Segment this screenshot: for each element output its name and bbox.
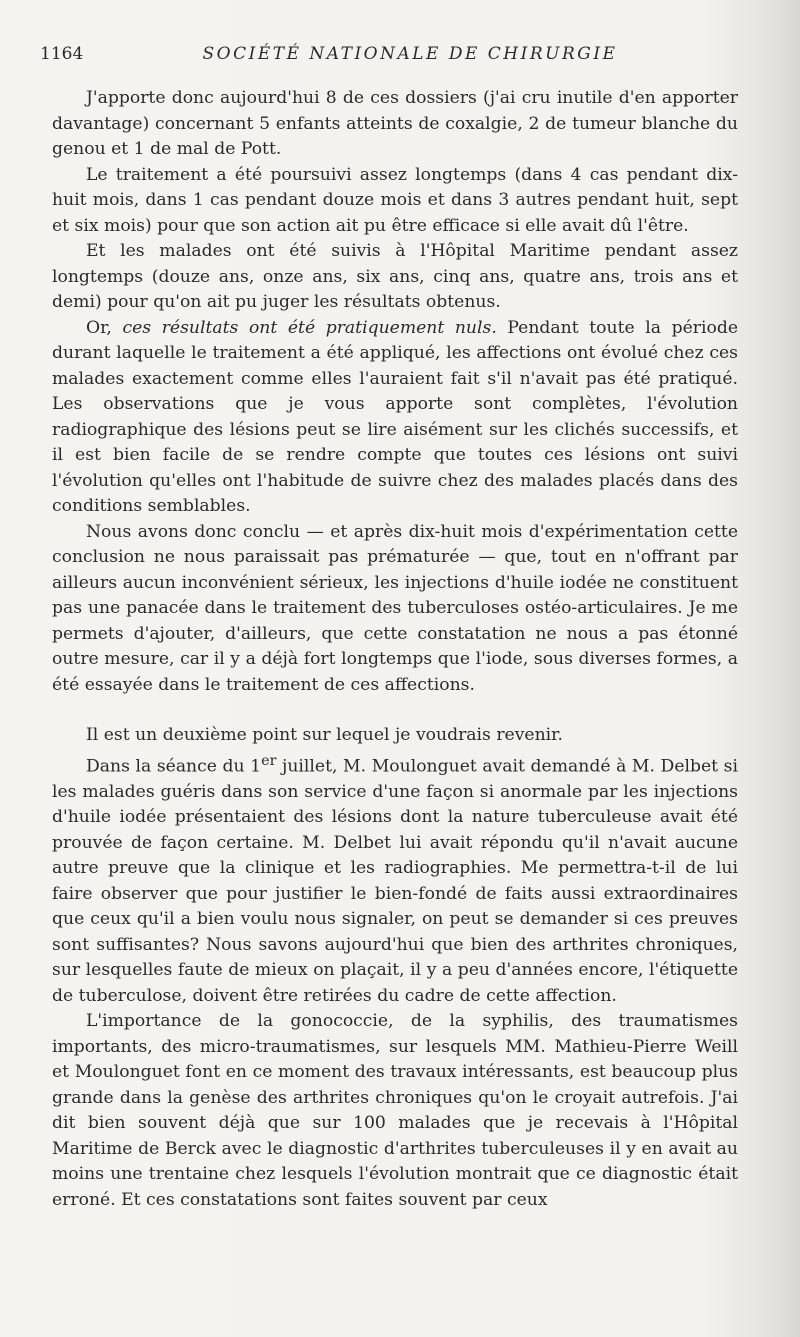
paragraph-lead: Or,: [86, 317, 123, 338]
paragraph: [52, 749, 738, 1010]
page-number: 1164: [40, 44, 84, 64]
running-title: SOCIÉTÉ NATIONALE DE CHIRURGIE: [202, 44, 618, 64]
paragraph: Nous avons donc conclu — et après dix-huit mois d'expérimentation cette conclusion ne nous paraissait pas prématurée — que, tout en n'offrant par ailleurs aucun inconvénient sérieux, les injections d'huile iodée ne constituent pas une panacée dans le traitement des tuberculoses ostéo-articulaires. Je me permets d'ajouter, d'ailleurs, que cette constatation ne nous a pas étonné outre mesure, car il y a déjà fort longtemps que l'iode, sous diverses formes, a été essayée dans le traitement de ces affections.: [52, 521, 738, 695]
paragraph-lead: Dans la séance du 1: [86, 756, 262, 777]
paragraph: J'apporte donc aujourd'hui 8 de ces dossiers (j'ai cru inutile d'en apporter davantage) concernant 5 enfants atteints de coxalgie, 2 de tumeur blanche du genou et 1 de mal de Pott.: [52, 88, 738, 159]
paragraph: Et les malades ont été suivis à l'Hôpital Maritime pendant assez longtemps (douze ans, onze ans, six ans, cinq ans, quatre ans, trois ans et demi) pour qu'on ait pu juger les résultats obtenus.: [52, 241, 738, 312]
paragraph-rest: Pendant toute la période durant laquelle le traitement a été appliqué, les affections ont évolué chez ces malades exactement comme elles l'auraient fait s'il n'avait pas été pratiqué. Les observations que je vous apporte sont complètes, l'évolution radiographique des lésions peut se lire aisément sur les clichés successifs, et il est bien facile de se rendre compte que toutes ces lésions ont suivi l'évolution qu'elles ont l'habitude de suivre chez des malades placés dans des conditions semblables.: [52, 317, 738, 516]
paragraph-rest: juillet, M. Moulonguet avait demandé à M. Delbet si les malades guéris dans son service d'une façon si anormale par les injections d'huile iodée présentaient des lésions dont la nature tuberculeuse avait été prouvée de façon certaine. M. Delbet lui avait répondu qu'il n'avait aucune autre preuve que la clinique et les radiographies. Me permettra-t-il de lui faire observer que pour justifier le bien-fondé de faits aussi extraordinaires que ceux qu'il a bien voulu nous signaler, on peut se demander si ces preuves sont suffisantes? Nous savons aujourd'hui que bien des arthrites chroniques, sur lesquelles faute de mieux on plaçait, il y a peu d'années encore, l'étiquette de tuberculose, doivent être retirées du cadre de cette affection.: [52, 756, 738, 1006]
emphasized-phrase: ces résultats ont été pratiquement nuls.: [122, 317, 497, 338]
paragraph: L'importance de la gonococcie, de la syphilis, des traumatismes importants, des micro-traumatismes, sur lesquels MM. Mathieu-Pierre Weill et Moulonguet font en ce moment des travaux intéressants, est beaucoup plus grande dans la genèse des arthrites chroniques qu'on le croyait autrefois. J'ai dit bien souvent déjà que sur 100 malades que je recevais à l'Hôpital Maritime de Berck avec le diagnostic d'arthrites tuberculeuses il y en avait au moins une trentaine chez lesquels l'évolution montrait que ce diagnostic était erroné. Et ces constatations sont faites souvent par ceux: [52, 1011, 738, 1210]
ordinal-superscript: er: [261, 752, 277, 769]
paragraph: [52, 316, 738, 520]
paragraph: Il est un deuxième point sur lequel je voudrais revenir.: [86, 725, 563, 745]
body-text: [52, 86, 738, 1213]
page-header: [40, 44, 780, 68]
paragraph: Le traitement a été poursuivi assez longtemps (dans 4 cas pendant dix-huit mois, dans 1 cas pendant douze mois et dans 3 autres pendant huit, sept et six mois) pour que son action ait pu être efficace si elle avait dû l'être.: [52, 164, 738, 236]
